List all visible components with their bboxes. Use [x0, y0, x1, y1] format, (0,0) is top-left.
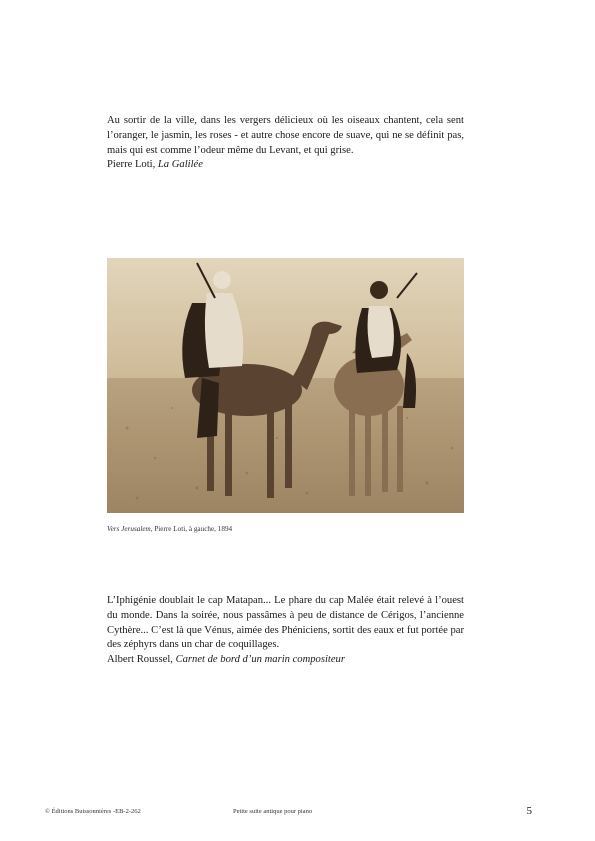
- quote-work: Carnet de bord d’un marin compositeur: [175, 654, 345, 666]
- epigraph-loti: [107, 114, 464, 173]
- quote-text: L’Iphigénie doublait le cap Matapan... Le phare du cap Malée était relevé à l’ouest du monde. Dans la soirée, nous passâmes à peu de distance de Cérigos, l’ancienne Cythère... C’est là que Vénus, aimée des Phéniciens, sortit des eaux et fut portée par des zéphyrs dans un char de coquillages.: [107, 595, 464, 651]
- camel-riders-photo-image: [107, 258, 464, 513]
- quote-text: Au sortir de la ville, dans les vergers délicieux où les oiseaux chantent, cela sent l’oranger, le jasmin, les roses - et autre chose encore de suave, qui ne se définit pas, mais qui est comme l’odeur même du Levant, et qui grise.: [107, 115, 464, 156]
- quote-work: La Galilée: [157, 159, 203, 171]
- quote-author: Pierre Loti,: [107, 159, 158, 171]
- caption-title: Vers Jerusalem: [107, 525, 151, 533]
- footer-title: Petite suite antique pour piano: [233, 808, 313, 815]
- epigraph-roussel: [107, 594, 464, 668]
- historical-photograph: [107, 258, 464, 513]
- page-number: 5: [526, 805, 532, 817]
- quote-author: Albert Roussel,: [107, 654, 176, 666]
- photo-caption: [107, 525, 232, 533]
- caption-details: , Pierre Loti, à gauche, 1894: [150, 525, 233, 533]
- quote-attribution: [107, 653, 464, 668]
- footer-publisher: © Éditions Buissonnières -EB-2-262: [45, 808, 141, 815]
- quote-attribution: [107, 158, 464, 173]
